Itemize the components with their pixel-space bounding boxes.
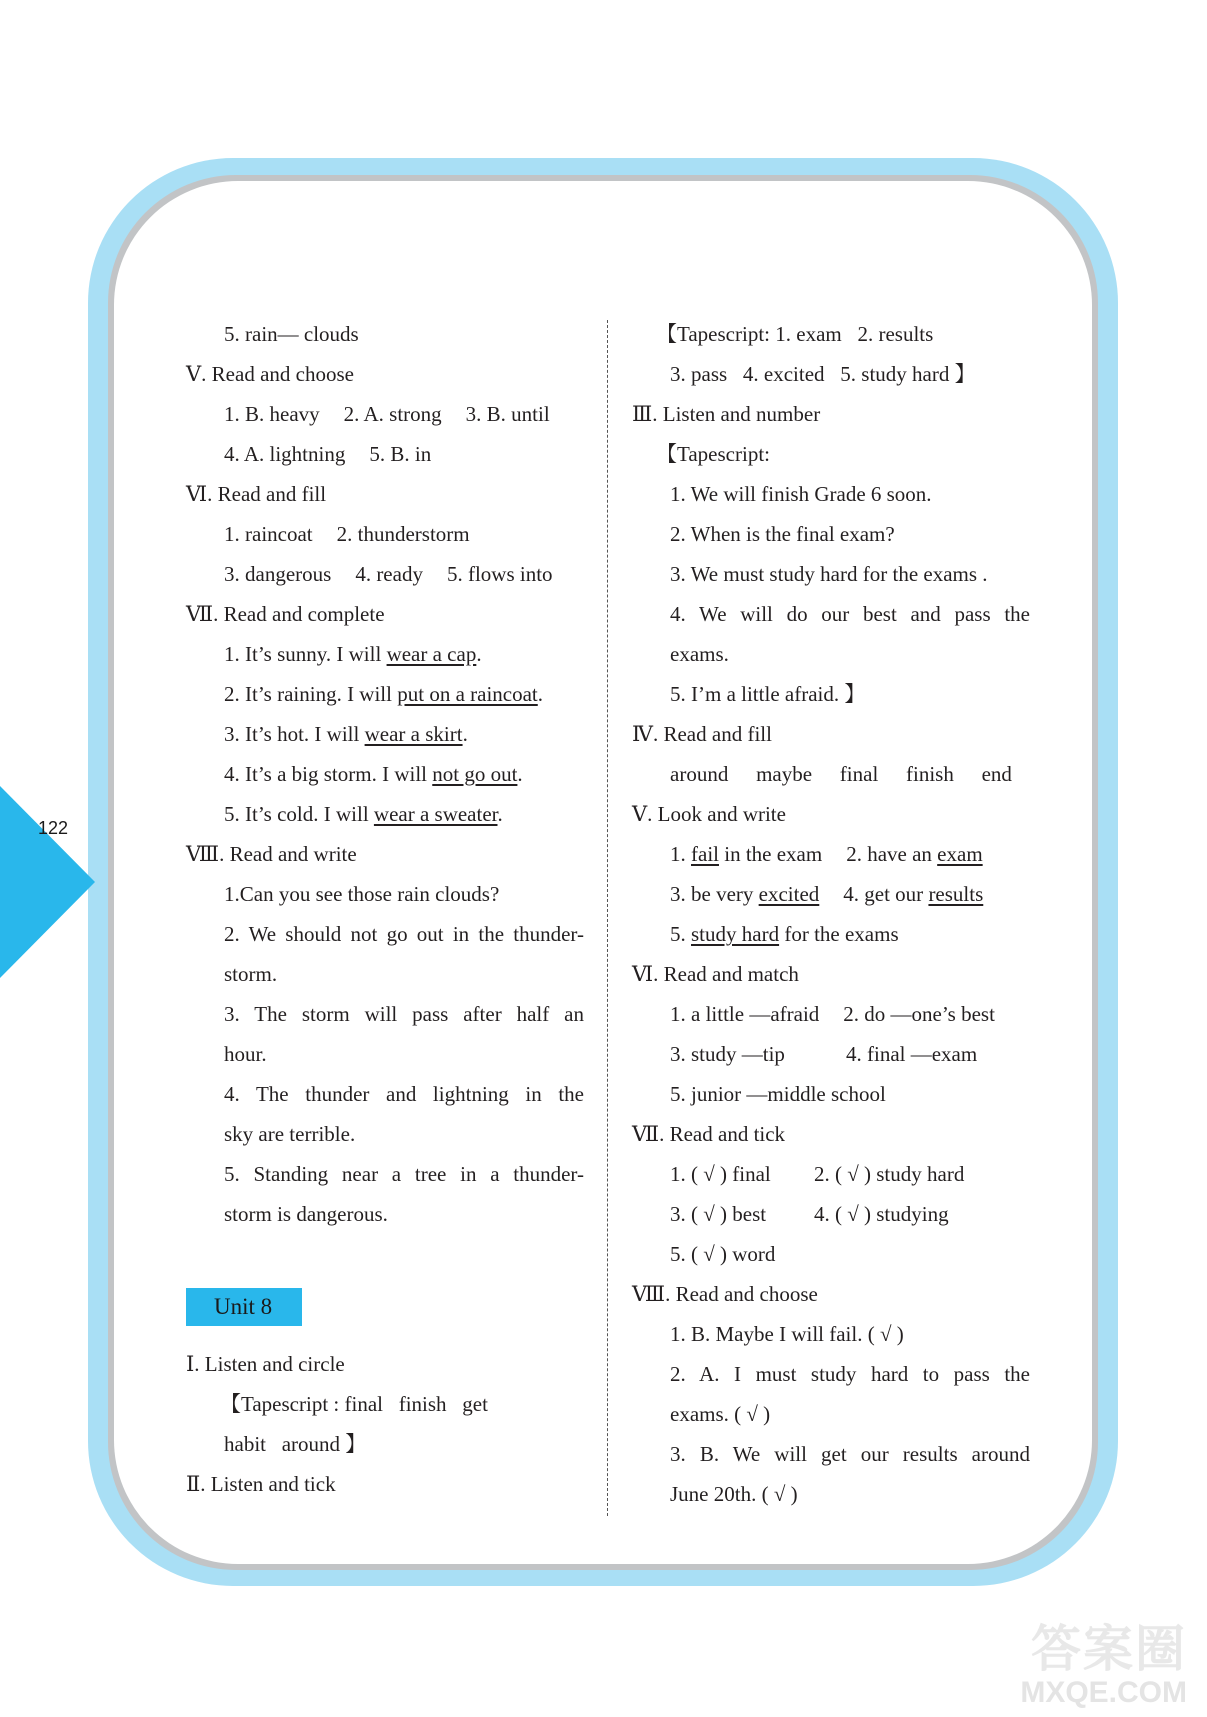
list-item: 4. We will do our best and pass the (670, 602, 1030, 626)
list-item-continued: sky are terrible. (224, 1122, 356, 1146)
list-item: 1. It’s sunny. I will wear a cap. (224, 642, 482, 666)
list-item: 3. The storm will pass after half an (224, 1002, 584, 1026)
list-item: 2. It’s raining. I will put on a raincoat. (224, 682, 544, 706)
list-item: 2. A. I must study hard to pass the (670, 1362, 1030, 1386)
list-item: 3. ( √ ) best 4. ( √ ) studying (670, 1202, 949, 1226)
section-heading: Ⅵ. Read and match (632, 962, 799, 986)
list-item: 3. be very excited 4. get our results (670, 882, 984, 906)
tapescript-line: 3. pass 4. excited 5. study hard 】 (670, 362, 976, 386)
list-item: 5. study hard for the exams (670, 922, 899, 946)
list-item: 1. fail in the exam 2. have an exam (670, 842, 983, 866)
list-item-continued: hour. (224, 1042, 267, 1066)
list-item: 4. It’s a big storm. I will not go out. (224, 762, 523, 786)
answer-underlined: study hard (691, 922, 780, 946)
list-item: 1. We will finish Grade 6 soon. (670, 482, 932, 506)
list-item: 1. B. Maybe I will fail. ( √ ) (670, 1322, 904, 1346)
answer-underlined: put on a raincoat (397, 682, 538, 706)
list-item: 5. junior —middle school (670, 1082, 886, 1106)
answer-underlined: fail (691, 842, 719, 866)
list-item: 1. B. heavy 2. A. strong 3. B. until (224, 402, 550, 426)
tapescript-line: 【Tapescript: 1. exam 2. results (656, 322, 934, 346)
list-item: 1. ( √ ) final 2. ( √ ) study hard (670, 1162, 965, 1186)
answer-underlined: wear a skirt (364, 722, 463, 746)
page-number: 122 (38, 818, 69, 838)
list-item: 5. Standing near a tree in a thunder- (224, 1162, 584, 1186)
list-item: 5. It’s cold. I will wear a sweater. (224, 802, 503, 826)
word-bank: around maybe final finish end (670, 762, 1012, 786)
list-item: 3. study —tip 4. final —exam (670, 1042, 978, 1066)
list-item: 5. rain— clouds (224, 322, 359, 346)
list-item: 1. a little —afraid 2. do —one’s best (670, 1002, 995, 1026)
section-heading: Ⅷ. Read and write (186, 842, 357, 866)
section-heading: Ⅴ. Read and choose (186, 362, 354, 386)
list-item: 2. When is the final exam? (670, 522, 895, 546)
section-heading: Ⅴ. Look and write (632, 802, 786, 826)
answer-underlined: excited (758, 882, 820, 906)
list-item: 3. dangerous 4. ready 5. flows into (224, 562, 553, 586)
section-heading: Ⅶ. Read and complete (186, 602, 385, 626)
section-heading: Ⅳ. Read and fill (632, 722, 772, 746)
list-item-continued: storm is dangerous. (224, 1202, 388, 1226)
page-number-tab (0, 786, 95, 978)
list-item-continued: exams. (670, 642, 729, 666)
list-item: 5. ( √ ) word (670, 1242, 776, 1266)
list-item: 3. We must study hard for the exams . (670, 562, 988, 586)
section-heading: Ⅵ. Read and fill (186, 482, 327, 506)
left-column (186, 314, 584, 1504)
list-item: 【Tapescript : final finish get (220, 1392, 488, 1416)
list-item: 1. raincoat 2. thunderstorm (224, 522, 470, 546)
section-heading: Ⅱ. Listen and tick (186, 1472, 336, 1496)
section-heading: Ⅰ. Listen and circle (186, 1352, 345, 1376)
right-column (632, 314, 1030, 1514)
column-divider (607, 320, 608, 1516)
list-item: 1.Can you see those rain clouds? (224, 882, 500, 906)
section-heading: Ⅲ. Listen and number (632, 402, 821, 426)
tapescript-label: 【Tapescript: (656, 442, 770, 466)
list-item: 3. It’s hot. I will wear a skirt. (224, 722, 468, 746)
section-heading: Ⅷ. Read and choose (632, 1282, 818, 1306)
watermark-logo: 答案圈 MXQE.COM (1020, 1621, 1187, 1709)
list-item: 3. B. We will get our results around (670, 1442, 1030, 1466)
list-item-continued: exams. ( √ ) (670, 1402, 771, 1426)
list-item: 4. The thunder and lightning in the (224, 1082, 584, 1106)
list-item: 2. We should not go out in the thunder- (224, 922, 584, 946)
unit-label: Unit 8 (186, 1288, 302, 1326)
list-item: 4. A. lightning 5. B. in (224, 442, 432, 466)
answer-underlined: results (928, 882, 984, 906)
answer-underlined: wear a cap (386, 642, 477, 666)
list-item: 5. I’m a little afraid. 】 (670, 682, 866, 706)
section-heading: Ⅶ. Read and tick (632, 1122, 786, 1146)
list-item-continued: storm. (224, 962, 278, 986)
list-item-continued: June 20th. ( √ ) (670, 1482, 798, 1506)
answer-underlined: exam (937, 842, 983, 866)
answer-underlined: wear a sweater (373, 802, 498, 826)
list-item-continued: habit around 】 (224, 1432, 367, 1456)
answer-underlined: not go out (432, 762, 518, 786)
